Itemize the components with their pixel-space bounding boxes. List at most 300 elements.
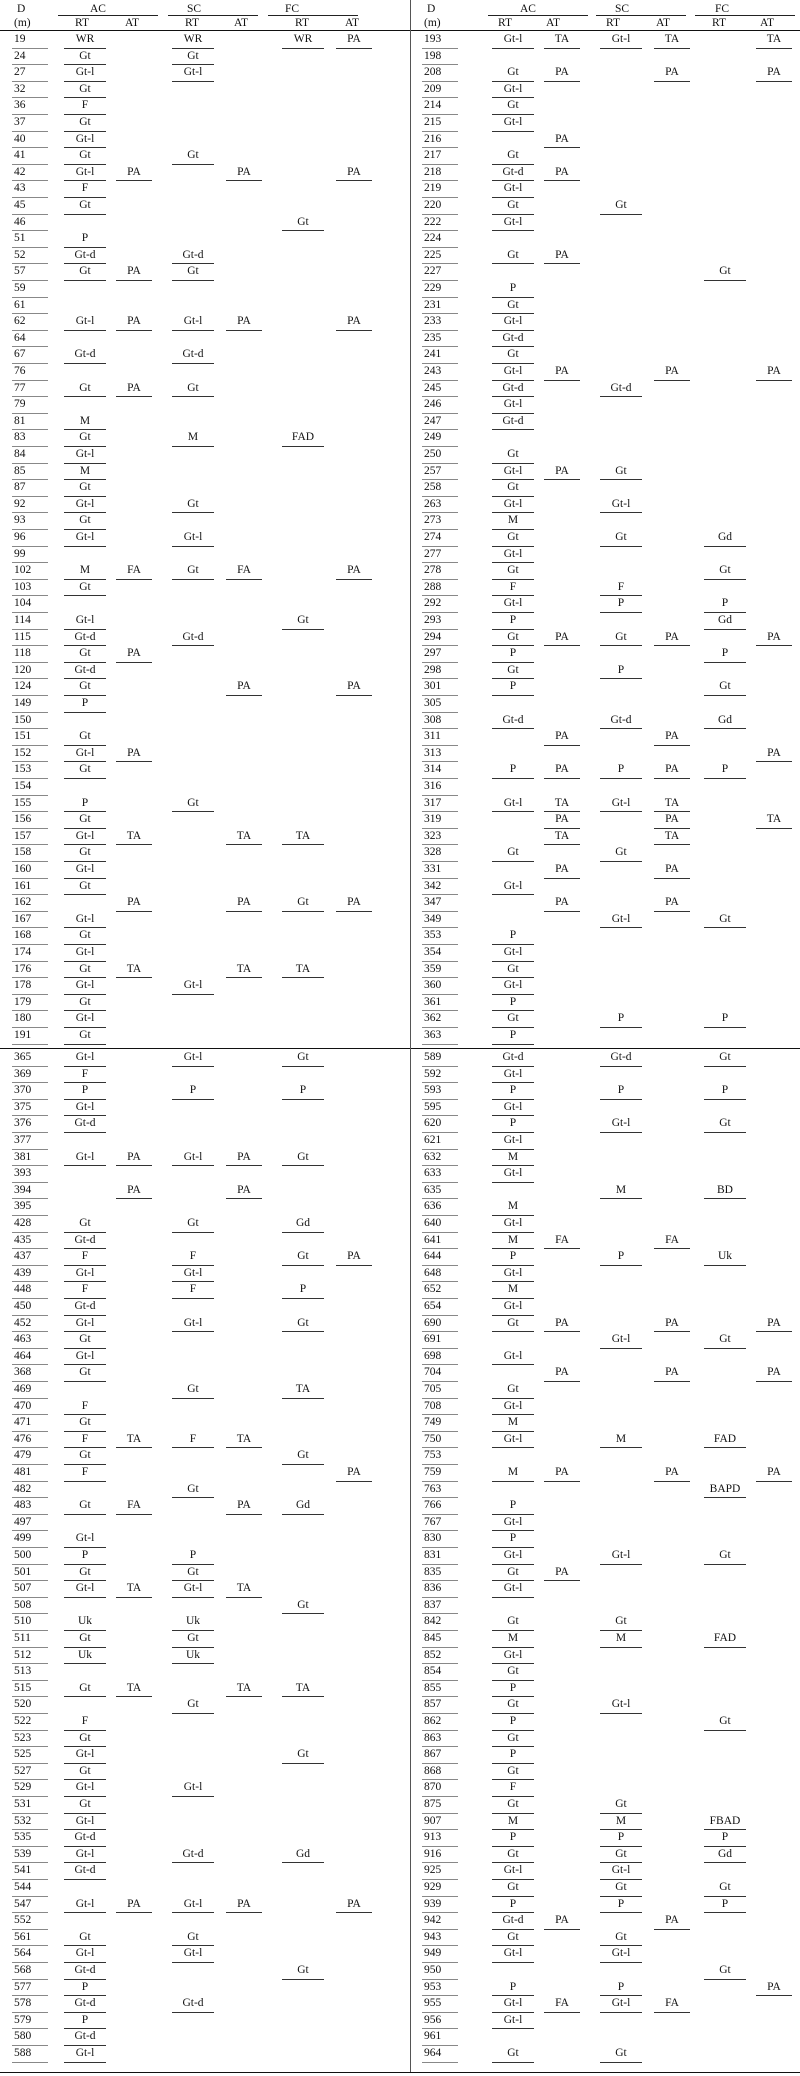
cell-rule [226,844,262,845]
depth-cell: 57 [14,265,26,278]
cell-rule [756,1331,792,1332]
code-cell: Gt [719,1964,731,1976]
code-cell: Gt [615,1881,627,1893]
code-cell: FAD [713,1632,737,1644]
code-cell: Gt-l [75,66,95,79]
cell-rule [492,131,534,132]
cell-rule [654,81,690,82]
code-cell: P [509,1029,517,1041]
depth-cell: 198 [424,49,442,62]
cell-rule [282,1763,324,1764]
code-cell: Gt-l [183,315,203,328]
code-cell: Gt-l [183,531,203,543]
cell-rule [64,1044,106,1045]
code-cell: P [509,1250,517,1263]
depth-cell: 588 [14,2047,32,2059]
depth-cell: 763 [424,1482,442,1495]
code-cell: Gt [507,99,519,112]
code-cell: P [617,1980,625,1993]
code-cell: Gt [187,1482,199,1495]
code-cell: Gt [187,1383,199,1395]
depth-cell: 842 [424,1615,442,1628]
depth-cell: 220 [424,199,442,211]
code-cell: Gt-l [503,1167,523,1180]
depth-cell: 81 [14,414,26,427]
depth-cell: 497 [14,1515,32,1528]
header-unit: (m) [14,17,31,29]
depth-cell: 381 [14,1150,32,1163]
depth-cell: 36 [14,99,26,112]
band-divider [0,1048,800,1049]
code-cell: Gt-d [502,165,524,178]
code-cell: Gt [507,66,519,79]
depth-cell: 535 [14,1831,32,1844]
cell-rule [64,2062,106,2063]
cell-rule [492,1331,534,1332]
cell-rule [600,48,642,49]
depth-cell: 579 [14,2013,32,2026]
cell-rule [756,48,792,49]
cell-rule [282,1514,324,1515]
depth-cell: 178 [14,979,32,992]
code-cell: Gt [615,464,627,477]
depth-cell: 428 [14,1217,32,1229]
depth-cell: 52 [14,248,26,261]
depth-cell: 512 [14,1648,32,1661]
code-cell: Gt-d [74,248,96,261]
code-cell: Uk [185,1615,201,1628]
code-cell: Gt-d [74,663,96,676]
depth-cell: 907 [424,1814,442,1827]
depth-cell: 508 [14,1598,32,1611]
cell-rule [64,396,106,397]
cell-rule [600,1027,642,1028]
depth-cell: 961 [424,2030,442,2043]
depth-cell: 529 [14,1781,32,1794]
depth-cell: 564 [14,1947,32,1960]
code-cell: F [81,1399,89,1412]
cell-rule [282,1066,324,1067]
cell-rule [704,629,746,630]
code-cell: Gt-l [183,1897,203,1910]
cell-rule [654,645,690,646]
cell-rule [116,1514,152,1515]
code-cell: M [507,1416,519,1429]
code-cell: Gt [187,1698,199,1711]
cell-rule [282,1979,324,1980]
cell-rule [116,911,152,912]
code-cell: PA [665,630,679,643]
code-cell: Gt-l [75,1814,95,1827]
code-cell: PA [237,165,251,178]
code-cell: PA [555,1914,569,1927]
cell-rule [600,927,642,928]
code-cell: Gt [79,149,91,162]
depth-cell: 577 [14,1980,32,1993]
cell-rule [544,1381,580,1382]
code-cell: Gt-l [75,1100,95,1113]
code-cell: Gt-l [75,912,95,925]
depth-cell: 227 [424,265,442,278]
depth-cell: 27 [14,66,26,79]
cell-rule [172,1597,214,1598]
depth-cell: 482 [14,1482,32,1495]
code-cell: Gt-l [75,1748,95,1761]
code-cell: Gt-l [611,1997,631,2010]
code-cell: Gt-l [75,1349,95,1362]
cell-rule [282,1331,324,1332]
header-sc-right: SC [615,3,630,15]
depth-cell: 541 [14,1864,32,1877]
code-cell: M [507,1200,519,1213]
depth-cell: 830 [424,1532,442,1545]
depth-cell: 953 [424,1980,442,1993]
code-cell: Gt [507,1764,519,1777]
code-cell: Gt-d [74,1831,96,1844]
cell-rule [492,263,534,264]
code-cell: Gt-d [74,2030,96,2043]
cell-rule [704,778,746,779]
cell-rule [64,778,106,779]
depth-cell: 59 [14,282,26,294]
depth-cell: 766 [424,1499,442,1512]
cell-rule [492,1481,534,1482]
cell-rule [600,1647,642,1648]
cell-rule [226,1165,262,1166]
cell-rule [600,861,642,862]
depth-cell: 708 [424,1399,442,1412]
code-cell: Gt-l [503,1864,523,1877]
depth-cell: 863 [424,1731,442,1744]
code-cell: PA [555,763,569,776]
code-cell: PA [555,1466,569,1478]
sub-fc-rt-right: RT [712,17,727,29]
depth-cell: 949 [424,1947,442,1960]
cell-rule [600,1447,642,1448]
code-cell: Gt [79,1930,91,1943]
cell-rule [492,429,534,430]
code-cell: Gt [615,1847,627,1860]
code-cell: PA [555,730,569,743]
cell-rule [116,396,152,397]
depth-cell: 635 [424,1183,442,1196]
cell-rule [600,811,642,812]
depth-cell: 690 [424,1316,442,1329]
depth-cell: 331 [424,863,442,875]
cell-rule [654,911,690,912]
depth-cell: 19 [14,33,26,45]
depth-cell: 929 [424,1881,442,1893]
cell-rule [654,778,690,779]
code-cell: PA [665,365,679,377]
cell-rule [282,1099,324,1100]
depth-cell: 167 [14,912,32,925]
depth-cell: 437 [14,1250,32,1263]
code-cell: M [507,1233,519,1246]
code-cell: Gt-l [503,1134,523,1146]
code-cell: Gt-l [503,398,523,411]
depth-rule [422,2062,458,2063]
depth-cell: 641 [424,1233,442,1246]
code-cell: Gt [79,381,91,394]
code-cell: Gt [79,1029,91,1041]
code-cell: PA [555,1316,569,1329]
code-cell: P [617,1012,625,1025]
depth-cell: 152 [14,746,32,759]
depth-cell: 393 [14,1167,32,1180]
cell-rule [336,1912,372,1913]
code-cell: Gt-l [611,1117,631,1130]
depth-cell: 79 [14,398,26,411]
code-cell: PA [555,248,569,261]
code-cell: Gt-l [503,116,523,128]
sub-sc-at: AT [234,17,249,29]
code-cell: M [79,564,91,577]
depth-cell: 67 [14,348,26,361]
code-cell: P [721,647,729,660]
cell-rule [64,1481,106,1482]
code-cell: Gt-l [75,1150,95,1163]
code-cell: Gt-l [611,796,631,809]
cell-rule [654,844,690,845]
cell-rule [282,1265,324,1266]
code-cell: Gt-l [503,1300,523,1312]
cell-rule [172,1298,214,1299]
sub-fc-rt: RT [295,17,310,29]
code-cell: PA [127,381,141,394]
cell-rule [704,1132,746,1133]
cell-rule [64,1381,106,1382]
code-cell: Gt [615,2047,627,2059]
code-cell: Gt [187,1217,199,1229]
code-cell: Gt [79,846,91,859]
cell-rule [282,844,324,845]
cell-rule [116,1696,152,1697]
code-cell: BAPD [709,1482,741,1495]
code-cell: PA [767,1316,781,1329]
cell-rule [116,579,152,580]
cell-rule [116,1198,152,1199]
code-cell: F [81,1715,89,1727]
depth-cell: 463 [14,1333,32,1346]
cell-rule [654,48,690,49]
code-cell: Gt [297,215,309,228]
cell-rule [282,1862,324,1863]
header-rule [0,30,800,31]
depth-cell: 354 [424,946,442,958]
cell-rule [172,1862,214,1863]
depth-cell: 292 [424,597,442,610]
code-cell: Gt [79,481,91,494]
code-cell: P [81,1980,89,1993]
depth-cell: 150 [14,713,32,726]
cell-rule [544,1929,580,1930]
code-cell: Gt-d [502,414,524,427]
code-cell: Gt [719,1333,731,1346]
code-cell: Gt-l [503,1067,523,1080]
code-cell: F [81,1283,89,1296]
cell-rule [600,678,642,679]
cell-rule [282,1232,324,1233]
code-cell: Gt-l [503,946,523,958]
depth-cell: 956 [424,2013,442,2026]
depth-cell: 115 [14,630,31,643]
code-cell: FA [555,1997,569,2010]
code-cell: Gt [79,813,91,826]
cell-rule [116,662,152,663]
depth-cell: 544 [14,1881,32,1893]
depth-cell: 246 [424,398,442,411]
code-cell: Gt-l [611,33,631,45]
code-cell: F [509,580,517,593]
cell-rule [116,330,152,331]
code-cell: Gt-l [503,1947,523,1960]
code-cell: PA [767,746,781,759]
depth-cell: 507 [14,1582,32,1595]
code-cell: Gt [507,1665,519,1678]
cell-rule [600,1962,642,1963]
code-cell: TA [236,829,252,842]
depth-cell: 102 [14,564,32,577]
cell-rule [116,844,152,845]
cell-rule [704,1027,746,1028]
code-cell: Uk [717,1250,733,1263]
code-cell: F [81,99,89,112]
code-cell: TA [554,796,570,809]
code-cell: Gd [717,531,733,543]
code-cell: P [617,597,625,610]
depth-cell: 476 [14,1432,32,1445]
depth-cell: 470 [14,1399,32,1412]
code-cell: Gt-l [611,1333,631,1346]
depth-cell: 249 [424,431,442,444]
depth-cell: 867 [424,1748,442,1761]
code-cell: Gt [79,1764,91,1777]
depth-cell: 293 [424,614,442,626]
code-cell: Gt-l [183,1316,203,1329]
code-cell: Gt-d [182,1997,204,2010]
depth-cell: 154 [14,780,32,792]
cell-rule [704,1066,746,1067]
depth-rule [12,1044,48,1045]
code-cell: Gt-d [182,248,204,261]
cell-rule [116,1165,152,1166]
code-cell: Gt [79,680,91,693]
depth-cell: 469 [14,1383,32,1395]
depth-cell: 231 [424,298,442,311]
code-cell: Gt [297,1150,309,1163]
code-cell: Gt [615,199,627,211]
cell-rule [654,745,690,746]
code-cell: Gt [297,1748,309,1761]
code-cell: P [721,1012,729,1025]
depth-cell: 955 [424,1997,442,2010]
code-cell: PA [347,1466,361,1478]
code-cell: Gt-l [183,979,203,992]
code-cell: WR [293,33,313,45]
code-cell: Gt [79,962,91,975]
code-cell: Gt-l [611,497,631,510]
depth-cell: 593 [424,1084,442,1097]
code-cell: P [81,697,89,709]
depth-cell: 532 [14,1814,32,1827]
depth-cell: 64 [14,331,26,344]
code-cell: Gt [297,1250,309,1263]
code-cell: Gt-l [75,1012,95,1025]
depth-cell: 77 [14,381,26,394]
depth-cell: 522 [14,1715,32,1727]
depth-cell: 191 [14,1029,32,1041]
code-cell: Gt-l [75,946,95,958]
cell-rule [492,778,534,779]
code-cell: Gt [79,1366,91,1379]
depth-cell: 855 [424,1681,442,1694]
depth-cell: 620 [424,1117,442,1130]
depth-cell: 439 [14,1266,32,1279]
code-cell: Gt [187,1565,199,1578]
code-cell: PA [347,165,361,178]
depth-cell: 435 [14,1233,32,1246]
cell-rule [704,1099,746,1100]
code-cell: Gt-l [75,1781,95,1794]
code-cell: FA [237,564,251,577]
code-cell: Gt [187,1632,199,1644]
depth-cell: 857 [424,1698,442,1711]
cell-rule [704,728,746,729]
depth-rule [422,1044,458,1045]
code-cell: TA [664,33,680,45]
code-cell: P [509,995,517,1008]
depth-cell: 450 [14,1300,32,1312]
code-cell: TA [236,1432,252,1445]
cell-rule [492,48,534,49]
code-cell: PA [665,1316,679,1329]
depth-cell: 360 [424,979,442,992]
cell-rule [704,1348,746,1349]
header-d-right: D [427,3,436,15]
code-cell: F [509,1781,517,1794]
cell-rule [704,695,746,696]
code-cell: Gt [507,1565,519,1578]
cell-rule [172,1447,214,1448]
depth-cell: 153 [14,763,32,776]
code-cell: TA [126,1432,142,1445]
code-cell: Gt [507,1316,519,1329]
cell-rule [172,994,214,995]
depth-cell: 156 [14,813,32,826]
sub-ac-at: AT [125,17,140,29]
cell-rule [226,911,262,912]
code-cell: Gt-d [502,381,524,394]
depth-cell: 513 [14,1665,32,1678]
code-cell: Gt-l [503,1582,523,1595]
sub-fc-at-right: AT [760,17,775,29]
cell-rule [226,579,262,580]
code-cell: TA [126,1681,142,1694]
depth-cell: 62 [14,315,26,328]
depth-cell: 319 [424,813,442,826]
code-cell: Gt-l [503,1549,523,1561]
depth-cell: 500 [14,1549,32,1561]
cell-rule [172,579,214,580]
code-cell: Gt-l [75,531,95,543]
cell-rule [756,81,792,82]
depth-cell: 151 [14,730,32,743]
depth-cell: 45 [14,199,26,211]
depth-cell: 362 [424,1012,442,1025]
cell-rule [544,180,580,181]
depth-cell: 247 [424,414,442,427]
